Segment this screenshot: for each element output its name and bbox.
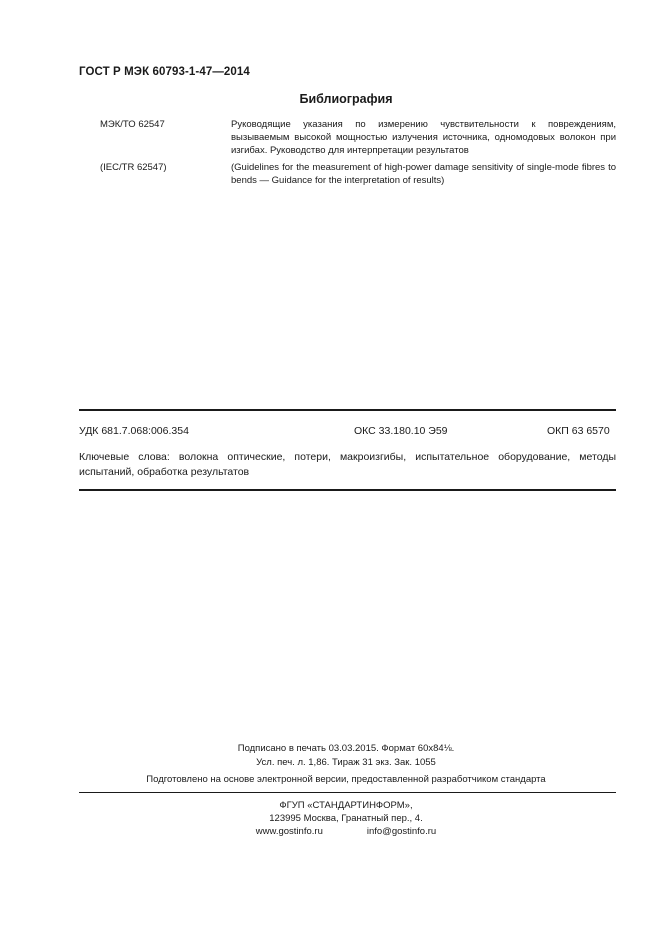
- keywords: Ключевые слова: волокна оптические, потери, макроизгибы, испытательное оборудование, методы испытаний, обработка результатов: [79, 451, 616, 478]
- publisher-contacts: [0, 825, 661, 839]
- okp-code: ОКП 63 6570: [547, 425, 610, 437]
- oks-code: ОКС 33.180.10 Э59: [354, 425, 448, 437]
- publisher-divider: [79, 792, 616, 793]
- bibliography-text-ru: Руководящие указания по измерению чувствительности к повреждениям, вызываемым высокой мощностью излучения источника, одномодовых волокон при изгибах. Руководство для интерпретации результатов: [231, 119, 616, 156]
- imprint-sheets: Усл. печ. л. 1,86. Тираж 31 экз. Зак. 1055: [256, 757, 436, 768]
- imprint-signed: Подписано в печать 03.03.2015. Формат 60x84⅛.: [237, 743, 455, 754]
- publisher-website[interactable]: www.gostinfo.ru: [255, 826, 323, 837]
- bibliography-text-en: (Guidelines for the measurement of high-power damage sensitivity of single-mode fibres to bends — Guidance for the interpretation of results): [231, 162, 616, 186]
- document-header-code: ГОСТ Р МЭК 60793-1-47—2014: [79, 66, 250, 78]
- section-divider-top: [79, 409, 616, 411]
- udk-code: УДК 681.7.068:006.354: [79, 425, 189, 437]
- publisher-email[interactable]: info@gostinfo.ru: [366, 826, 437, 837]
- imprint-prepared: Подготовлено на основе электронной версии, предоставленной разработчиком стандарта: [146, 774, 546, 785]
- section-divider-bottom: [79, 489, 616, 491]
- bibliography-code-ru: МЭК/ТО 62547: [100, 119, 165, 130]
- bibliography-code-en: (IEC/TR 62547): [100, 162, 167, 173]
- publisher-address: 123995 Москва, Гранатный пер., 4.: [269, 813, 423, 824]
- page-title: Библиография: [299, 92, 393, 106]
- publisher-name: ФГУП «СТАНДАРТИНФОРМ»,: [279, 800, 413, 811]
